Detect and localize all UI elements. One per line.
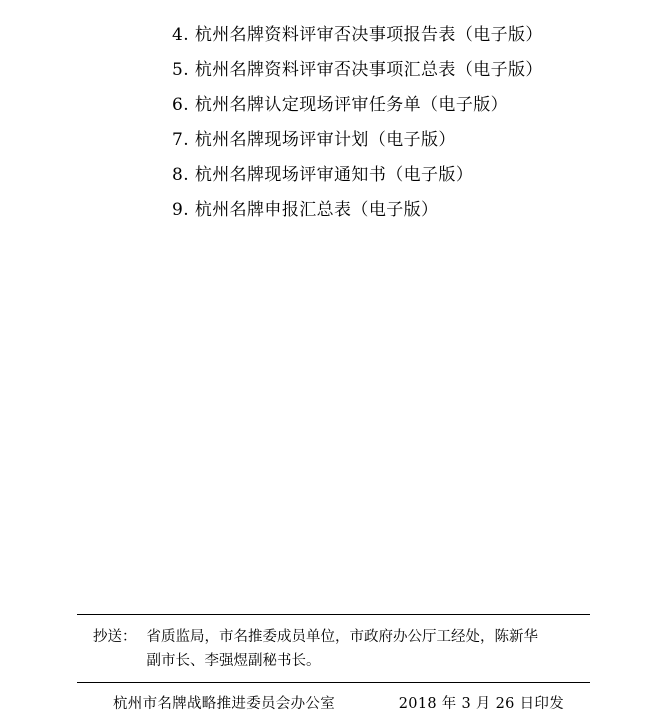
list-item: 6. 杭州名牌认定现场评审任务单（电子版） — [172, 95, 509, 115]
document-footer — [77, 614, 590, 713]
cc-line: 副市长、李强煜副秘书长。 — [146, 653, 321, 670]
footer-divider-top — [77, 614, 590, 615]
cc-line: 省质监局，市名推委成员单位，市政府办公厅工经处，陈新华 — [146, 628, 538, 645]
cc-text — [147, 625, 539, 674]
attachment-list — [0, 18, 667, 228]
list-item: 7. 杭州名牌现场评审计划（电子版） — [172, 130, 456, 150]
footer-divider-bottom — [77, 682, 590, 683]
list-item: 9. 杭州名牌申报汇总表（电子版） — [172, 200, 439, 220]
list-item: 4. 杭州名牌资料评审否决事项报告表（电子版） — [172, 25, 543, 45]
issuer-row — [77, 692, 590, 713]
issue-date: 2018 年 3 月 26 日印发 — [398, 696, 564, 712]
issuer-name: 杭州市名牌战略推进委员会办公室 — [113, 696, 335, 712]
list-item: 5. 杭州名牌资料评审否决事项汇总表（电子版） — [172, 60, 543, 80]
list-item: 8. 杭州名牌现场评审通知书（电子版） — [172, 165, 474, 185]
cc-block — [77, 625, 590, 674]
cc-label: 抄送： — [93, 628, 137, 645]
